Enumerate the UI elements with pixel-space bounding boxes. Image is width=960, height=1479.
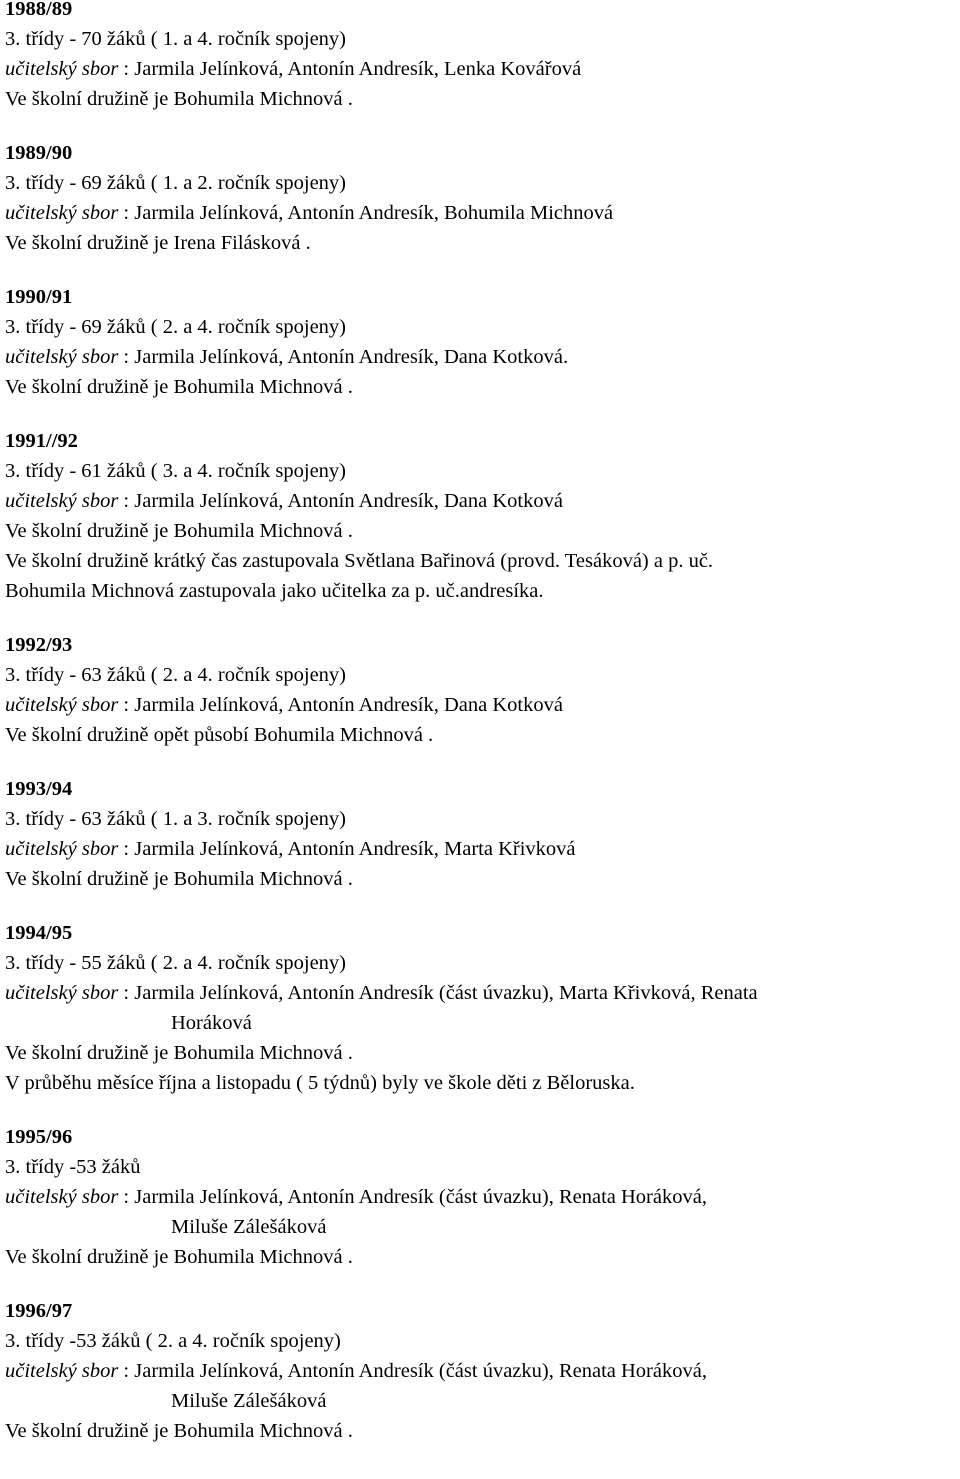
teachers-line	[5, 342, 960, 372]
school-year-heading: 1993/94	[5, 778, 73, 800]
school-year-heading: 1991//92	[5, 430, 78, 452]
year-section	[5, 282, 960, 402]
year-section	[5, 1296, 960, 1446]
teachers-names: Jarmila Jelínková, Antonín Andresík, Marta Křivková	[134, 838, 576, 860]
teachers-continuation: Miluše Zálešáková	[171, 1216, 327, 1238]
teachers-line	[5, 486, 960, 516]
teachers-continuation: Horáková	[171, 1012, 252, 1034]
teachers-label: učitelský sbor	[5, 982, 119, 1004]
teachers-line	[5, 198, 960, 228]
teachers-colon: :	[118, 838, 135, 860]
school-year-heading: 1990/91	[5, 286, 73, 308]
section-spacer	[5, 402, 960, 426]
note-line: Ve školní družině je Bohumila Michnová .	[5, 868, 353, 890]
classes-line: 3. třídy - 61 žáků ( 3. a 4. ročník spojeny)	[5, 460, 347, 482]
teachers-label: učitelský sbor	[5, 1186, 119, 1208]
teachers-label: učitelský sbor	[5, 838, 119, 860]
note-line: Ve školní družině krátký čas zastupovala Světlana Bařinová (provd. Tesáková) a p. uč.	[5, 550, 714, 572]
section-spacer	[5, 1098, 960, 1122]
note-line: Ve školní družině opět působí Bohumila Michnová .	[5, 724, 434, 746]
section-spacer	[5, 1272, 960, 1296]
year-section	[5, 1122, 960, 1272]
year-section	[5, 774, 960, 894]
note-line: Ve školní družině je Irena Filásková .	[5, 232, 311, 254]
year-section	[5, 918, 960, 1098]
teachers-line	[5, 690, 960, 720]
note-line: Ve školní družině je Bohumila Michnová .	[5, 376, 353, 398]
teachers-colon: :	[118, 490, 135, 512]
classes-line: 3. třídy -53 žáků	[5, 1156, 141, 1178]
teachers-line	[5, 1356, 960, 1386]
teachers-colon: :	[118, 202, 135, 224]
year-section	[5, 426, 960, 606]
note-line: Ve školní družině je Bohumila Michnová .	[5, 520, 353, 542]
note-line: Ve školní družině je Bohumila Michnová .	[5, 1246, 353, 1268]
teachers-colon: :	[118, 982, 135, 1004]
year-section	[5, 138, 960, 258]
year-section	[5, 630, 960, 750]
note-line: Ve školní družině je Bohumila Michnová .	[5, 88, 353, 110]
section-spacer	[5, 258, 960, 282]
teachers-names: Jarmila Jelínková, Antonín Andresík, Dana Kotková.	[134, 346, 569, 368]
teachers-colon: :	[118, 346, 135, 368]
classes-line: 3. třídy - 69 žáků ( 2. a 4. ročník spojeny)	[5, 316, 347, 338]
school-year-heading: 1989/90	[5, 142, 73, 164]
teachers-label: učitelský sbor	[5, 346, 119, 368]
teachers-label: učitelský sbor	[5, 202, 119, 224]
teachers-label: učitelský sbor	[5, 58, 119, 80]
teachers-line	[5, 978, 960, 1008]
teachers-names: Jarmila Jelínková, Antonín Andresík, Bohumila Michnová	[134, 202, 614, 224]
teachers-names: Jarmila Jelínková, Antonín Andresík, Dana Kotková	[134, 490, 563, 512]
classes-line: 3. třídy - 63 žáků ( 1. a 3. ročník spojeny)	[5, 808, 347, 830]
teachers-names: Jarmila Jelínková, Antonín Andresík, Dana Kotková	[134, 694, 563, 716]
section-spacer	[5, 750, 960, 774]
school-year-heading: 1988/89	[5, 0, 73, 20]
section-spacer	[5, 606, 960, 630]
classes-line: 3. třídy -53 žáků ( 2. a 4. ročník spojeny)	[5, 1330, 341, 1352]
note-line: Ve školní družině je Bohumila Michnová .	[5, 1420, 353, 1442]
classes-line: 3. třídy - 55 žáků ( 2. a 4. ročník spojeny)	[5, 952, 347, 974]
section-spacer	[5, 894, 960, 918]
teachers-names: Jarmila Jelínková, Antonín Andresík (část úvazku), Renata Horáková,	[134, 1360, 707, 1382]
teachers-label: učitelský sbor	[5, 694, 119, 716]
teachers-line	[5, 54, 960, 84]
teachers-colon: :	[118, 694, 135, 716]
teachers-line	[5, 834, 960, 864]
teachers-names: Jarmila Jelínková, Antonín Andresík (část úvazku), Renata Horáková,	[134, 1186, 707, 1208]
classes-line: 3. třídy - 63 žáků ( 2. a 4. ročník spojeny)	[5, 664, 347, 686]
teachers-names: Jarmila Jelínková, Antonín Andresík (část úvazku), Marta Křivková, Renata	[134, 982, 758, 1004]
teachers-colon: :	[118, 58, 135, 80]
classes-line: 3. třídy - 70 žáků ( 1. a 4. ročník spojeny)	[5, 28, 347, 50]
section-spacer	[5, 114, 960, 138]
school-year-heading: 1992/93	[5, 634, 73, 656]
note-line: V průběhu měsíce října a listopadu ( 5 týdnů) byly ve škole děti z Běloruska.	[5, 1072, 635, 1094]
teachers-label: učitelský sbor	[5, 1360, 119, 1382]
teachers-names: Jarmila Jelínková, Antonín Andresík, Lenka Kovářová	[134, 58, 582, 80]
year-section	[5, 0, 960, 114]
note-line: Bohumila Michnová zastupovala jako učitelka za p. uč.andresíka.	[5, 580, 544, 602]
document-page	[5, 0, 960, 1446]
teachers-colon: :	[118, 1186, 135, 1208]
teachers-label: učitelský sbor	[5, 490, 119, 512]
teachers-line	[5, 1182, 960, 1212]
school-year-heading: 1995/96	[5, 1126, 73, 1148]
school-year-heading: 1994/95	[5, 922, 73, 944]
school-year-heading: 1996/97	[5, 1300, 73, 1322]
teachers-continuation: Miluše Zálešáková	[171, 1390, 327, 1412]
note-line: Ve školní družině je Bohumila Michnová .	[5, 1042, 353, 1064]
teachers-colon: :	[118, 1360, 135, 1382]
classes-line: 3. třídy - 69 žáků ( 1. a 2. ročník spojeny)	[5, 172, 347, 194]
